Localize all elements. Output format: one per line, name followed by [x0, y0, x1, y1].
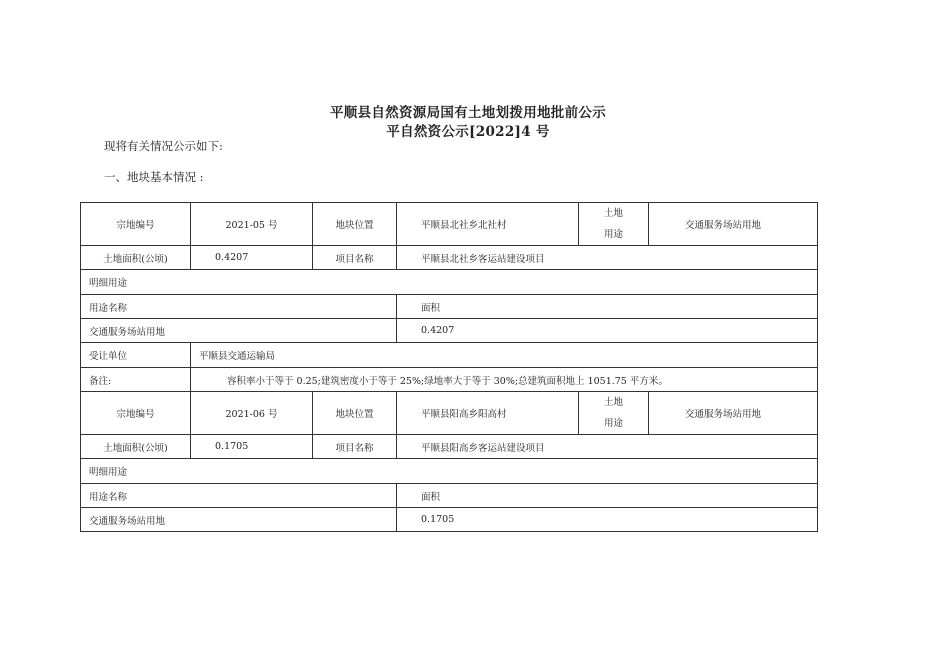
label-location: 地块位置	[313, 392, 397, 435]
parcel-1-no: 2021-05 号	[191, 203, 313, 246]
label-land-use-line2: 用途	[603, 229, 623, 240]
parcel-2-detail-area: 0.1705	[397, 508, 818, 532]
label-area-short: 面积	[397, 295, 818, 319]
label-use-name: 用途名称	[81, 295, 397, 319]
label-land-use-line1: 土地	[603, 397, 623, 408]
label-land-use-line2: 用途	[603, 418, 623, 429]
parcel-2-detail-row	[81, 459, 818, 484]
parcel-1-receiver-row	[81, 343, 818, 368]
label-area-short: 面积	[397, 484, 818, 508]
notice-title: 平顺县自然资源局国有土地划拨用地批前公示	[330, 105, 606, 121]
parcel-1-receiver: 平顺县交通运输局	[191, 343, 818, 368]
parcel-1-remark-row	[81, 368, 818, 392]
parcel-2-header-row	[81, 392, 818, 435]
parcel-2-use-header-row	[81, 484, 818, 508]
label-project: 项目名称	[313, 246, 397, 270]
label-land-use-line1: 土地	[603, 208, 623, 219]
label-receiver: 受让单位	[81, 343, 191, 368]
parcel-1-detail-use: 交通服务场站用地	[81, 319, 397, 343]
intro-text: 现将有关情况公示如下:	[104, 139, 223, 153]
parcel-1-header-row	[81, 203, 818, 246]
label-parcel-no: 宗地编号	[81, 203, 191, 246]
parcel-1-project: 平顺县北社乡客运站建设项目	[397, 246, 818, 270]
parcel-1-use-header-row	[81, 295, 818, 319]
parcel-2-location: 平顺县阳高乡阳高村	[397, 392, 579, 435]
label-parcel-no: 宗地编号	[81, 392, 191, 435]
label-land-use	[579, 203, 649, 246]
parcel-1-area-row	[81, 246, 818, 270]
document-number: 平自然资公示[2022]4 号	[386, 124, 550, 140]
label-remark: 备注:	[81, 368, 191, 392]
parcel-2-use-row	[81, 508, 818, 532]
parcel-2-area-row	[81, 435, 818, 459]
label-project: 项目名称	[313, 435, 397, 459]
parcel-1-use-row	[81, 319, 818, 343]
label-detail-use: 明细用途	[81, 459, 818, 484]
parcel-1-detail-area: 0.4207	[397, 319, 818, 343]
section-heading: 一、地块基本情况 :	[104, 170, 204, 184]
parcel-1-location: 平顺县北社乡北社村	[397, 203, 579, 246]
parcel-2-no: 2021-06 号	[191, 392, 313, 435]
parcel-1-remark: 容积率小于等于 0.25;建筑密度小于等于 25%;绿地率大于等于 30%;总建筑面积地上 1051.75 平方米。	[191, 368, 818, 392]
label-location: 地块位置	[313, 203, 397, 246]
label-area: 土地面积(公顷)	[81, 246, 191, 270]
label-use-name: 用途名称	[81, 484, 397, 508]
label-land-use	[579, 392, 649, 435]
parcel-1-area: 0.4207	[191, 246, 313, 270]
parcel-1-detail-row	[81, 270, 818, 295]
label-detail-use: 明细用途	[81, 270, 818, 295]
parcel-2-land-use: 交通服务场站用地	[649, 392, 818, 435]
label-area: 土地面积(公顷)	[81, 435, 191, 459]
parcel-2-detail-use: 交通服务场站用地	[81, 508, 397, 532]
parcel-1-land-use: 交通服务场站用地	[649, 203, 818, 246]
parcel-2-area: 0.1705	[191, 435, 313, 459]
parcel-table	[80, 202, 818, 532]
parcel-2-project: 平顺县阳高乡客运站建设项目	[397, 435, 818, 459]
